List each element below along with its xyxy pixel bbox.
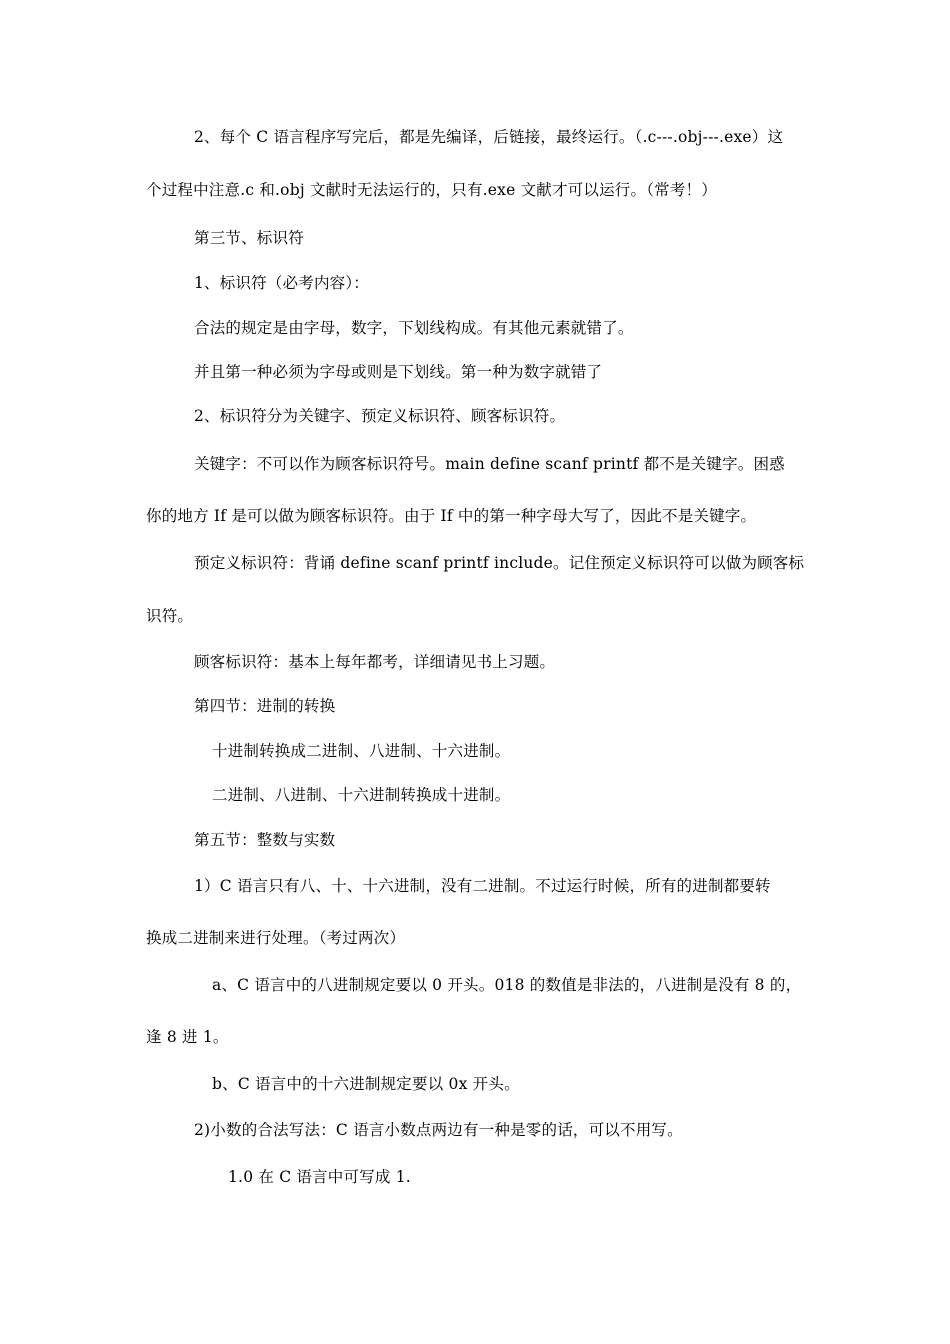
decimal-paragraph: 2)小数的合法写法：C 语言小数点两边有一种是零的话，可以不用写。 (194, 1121, 683, 1139)
decimal-example: 1.0 在 C 语言中可写成 1. (228, 1168, 411, 1186)
predefined-identifier-paragraph-cont: 识符。 (146, 607, 194, 625)
integer-paragraph: 1）C 语言只有八、十、十六进制，没有二进制。不过运行时候，所有的进制都要转 (194, 877, 771, 895)
section-heading-4: 第四节：进制的转换 (194, 697, 336, 715)
hex-paragraph: b、C 语言中的十六进制规定要以 0x 开头。 (212, 1075, 520, 1093)
paragraph-compile-process-cont: 个过程中注意.c 和.obj 文献时无法运行的，只有.exe 文献才可以运行。（常考！） (146, 181, 717, 199)
octal-paragraph-cont: 逢 8 进 1。 (146, 1028, 229, 1046)
section-heading-3: 第三节、标识符 (194, 229, 304, 247)
base-conversion-2: 二进制、八进制、十六进制转换成十进制。 (212, 786, 511, 804)
identifier-item-2: 2、标识符分为关键字、预定义标识符、顾客标识符。 (194, 407, 566, 425)
section-heading-5: 第五节：整数与实数 (194, 831, 336, 849)
integer-paragraph-cont: 换成二进制来进行处理。（考过两次） (146, 929, 406, 947)
identifier-item-1: 1、标识符（必考内容）： (194, 274, 370, 292)
identifier-rule-1: 合法的规定是由字母，数字，下划线构成。有其他元素就错了。 (194, 319, 634, 337)
predefined-identifier-paragraph: 预定义标识符：背诵 define scanf printf include。记住预定义标识符可以做为顾客标 (194, 554, 805, 572)
keyword-paragraph: 关键字：不可以作为顾客标识符号。main define scanf printf 都不是关键字。困惑 (194, 455, 785, 473)
keyword-paragraph-cont: 你的地方 If 是可以做为顾客标识符。由于 If 中的第一种字母大写了，因此不是关键字。 (146, 507, 757, 525)
user-identifier-paragraph: 顾客标识符：基本上每年都考，详细请见书上习题。 (194, 653, 556, 671)
identifier-rule-2: 并且第一种必须为字母或则是下划线。第一种为数字就错了 (194, 363, 603, 381)
paragraph-compile-process: 2、每个 C 语言程序写完后，都是先编译，后链接，最终运行。（.c---.obj---.exe）这 (194, 128, 784, 146)
octal-paragraph: a、C 语言中的八进制规定要以 0 开头。018 的数值是非法的，八进制是没有 8 的， (212, 976, 802, 994)
base-conversion-1: 十进制转换成二进制、八进制、十六进制。 (212, 742, 511, 760)
